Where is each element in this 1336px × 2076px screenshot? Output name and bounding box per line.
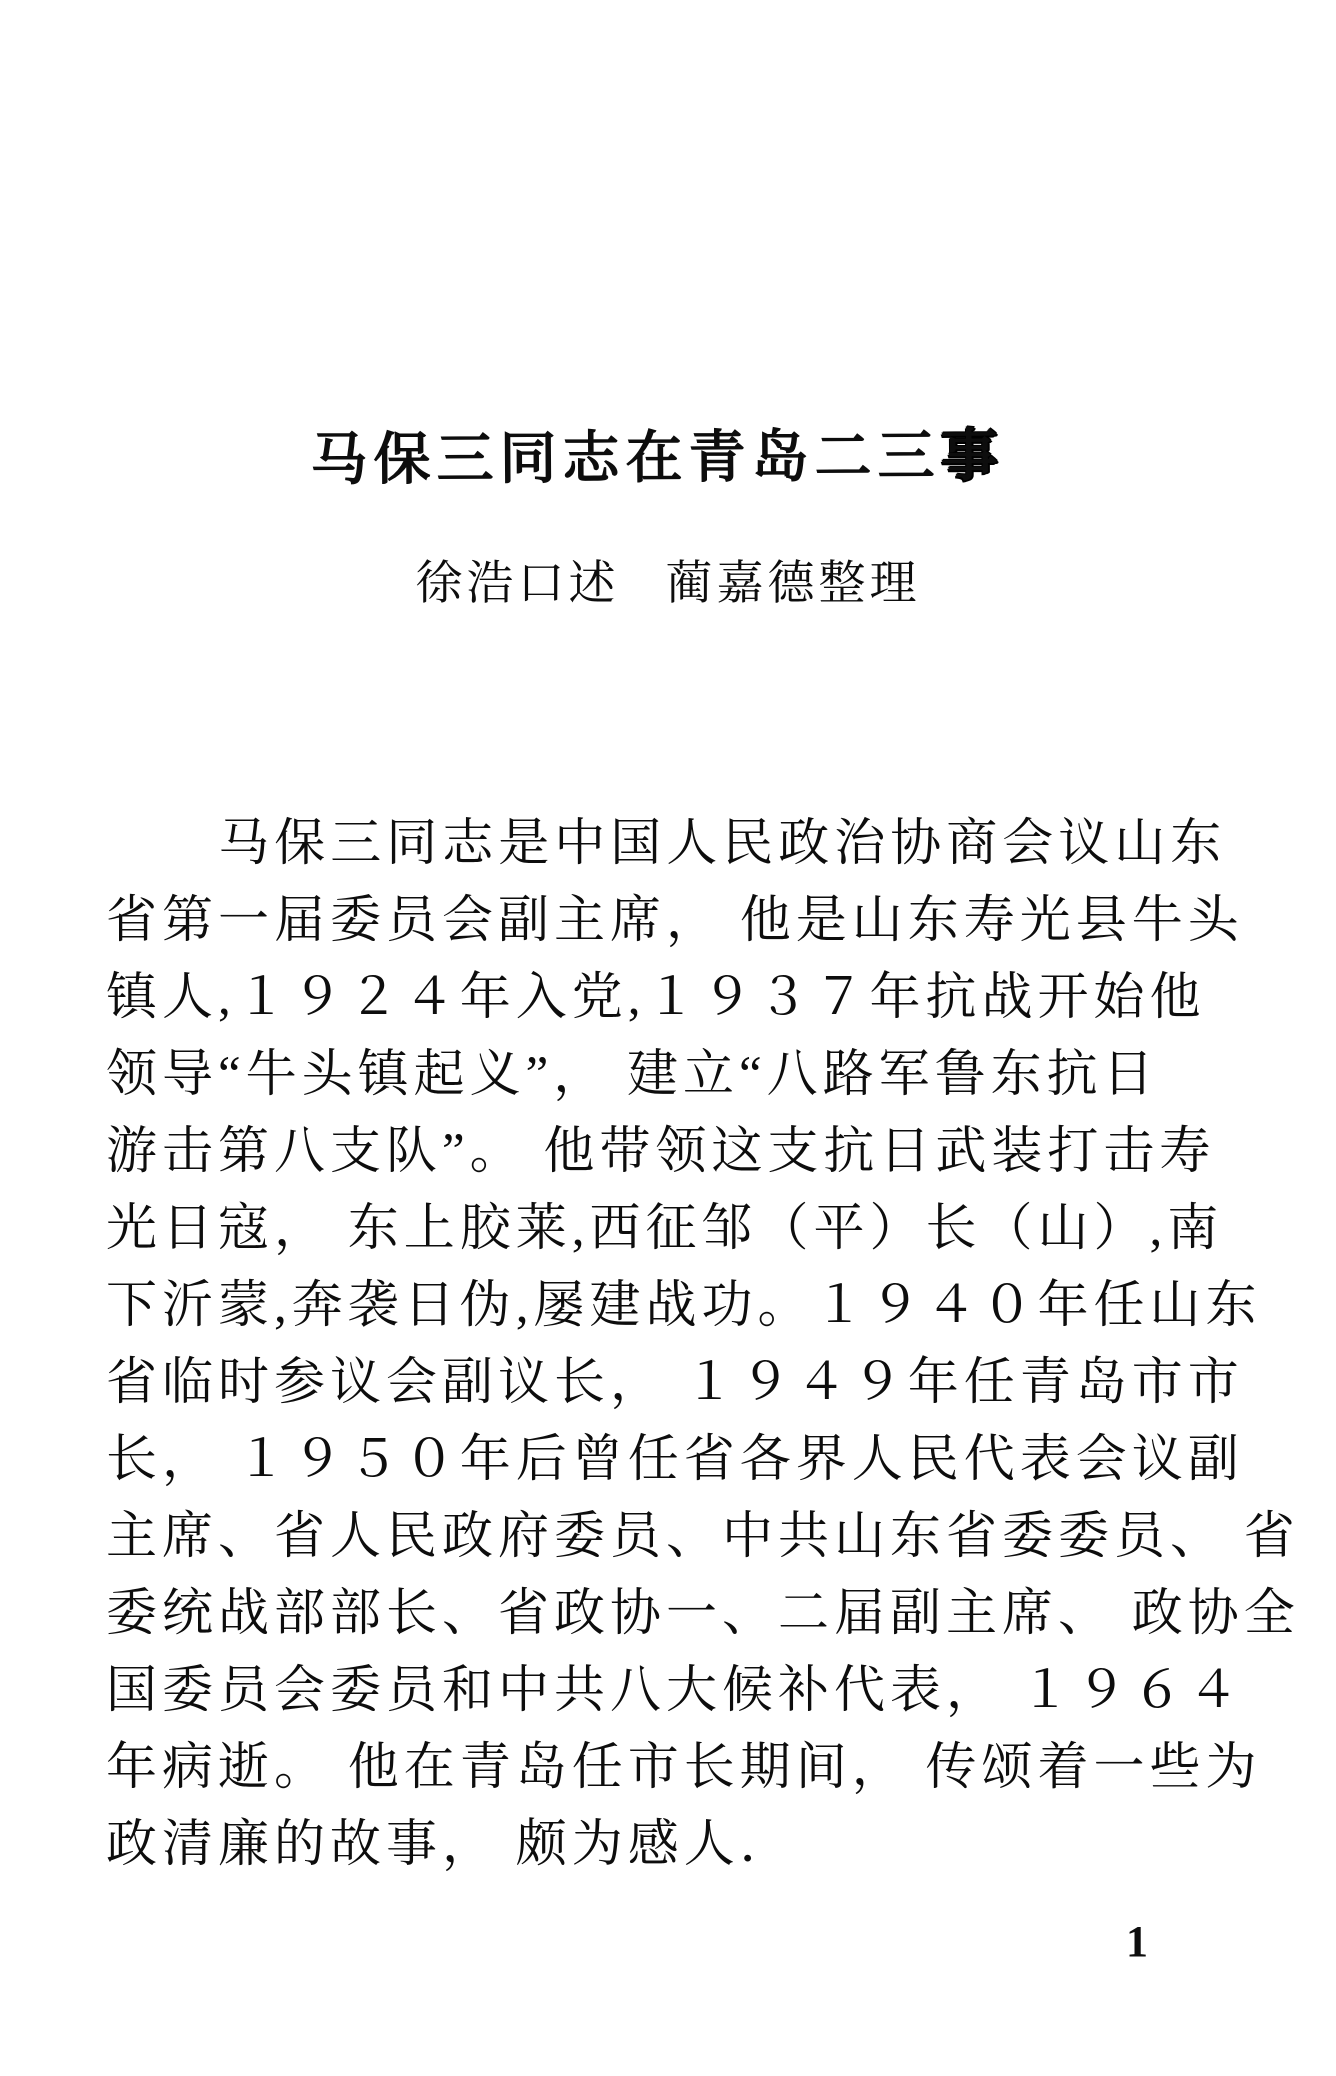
body-paragraph xyxy=(106,806,1300,1884)
body-line: 主席、省人民政府委员、中共山东省委委员、 省 xyxy=(106,1509,1300,1565)
body-line: 游击第八支队”。 他带领这支抗日武装打击寿 xyxy=(106,1124,1216,1180)
body-line: 光日寇， 东上胶莱,西征邹（平）长（山）,南 xyxy=(106,1201,1224,1257)
body-line: 镇人,１９２４年入党,１９３７年抗战开始他 xyxy=(106,970,1206,1026)
body-line: 下沂蒙,奔袭日伪,屡建战功。１９４０年任山东 xyxy=(106,1278,1262,1334)
body-line: 省第一届委员会副主席， 他是山东寿光县牛头 xyxy=(106,893,1244,949)
page-number: 1 xyxy=(1126,1917,1148,1966)
article-title-smudged-char: 事 xyxy=(940,425,1004,489)
byline-narrator: 徐浩口述 xyxy=(415,558,620,610)
byline xyxy=(0,546,1336,613)
body-line: 政清廉的故事， 颇为感人． xyxy=(106,1817,796,1873)
body-line: 年病逝。 他在青岛任市长期间， 传颂着一些为 xyxy=(106,1740,1262,1796)
article-title xyxy=(0,408,1314,498)
body-line: 国委员会委员和中共八大候补代表， １９６４ xyxy=(106,1663,1244,1719)
byline-editor: 蔺嘉德整理 xyxy=(665,558,921,610)
body-line: 马保三同志是中国人民政治协商会议山东 xyxy=(218,816,1227,872)
body-line: 省临时参议会副议长， １９４９年任青岛市市 xyxy=(106,1355,1244,1411)
body-line: 长， １９５０年后曾任省各界人民代表会议副 xyxy=(106,1432,1244,1488)
body-line: 委统战部部长、省政协一、二届副主席、 政协全 xyxy=(106,1586,1300,1642)
article-title-main: 马保三同志在青岛二三 xyxy=(310,425,941,493)
body-line: 领导“牛头镇起义”， 建立“八路军鲁东抗日 xyxy=(106,1047,1159,1103)
